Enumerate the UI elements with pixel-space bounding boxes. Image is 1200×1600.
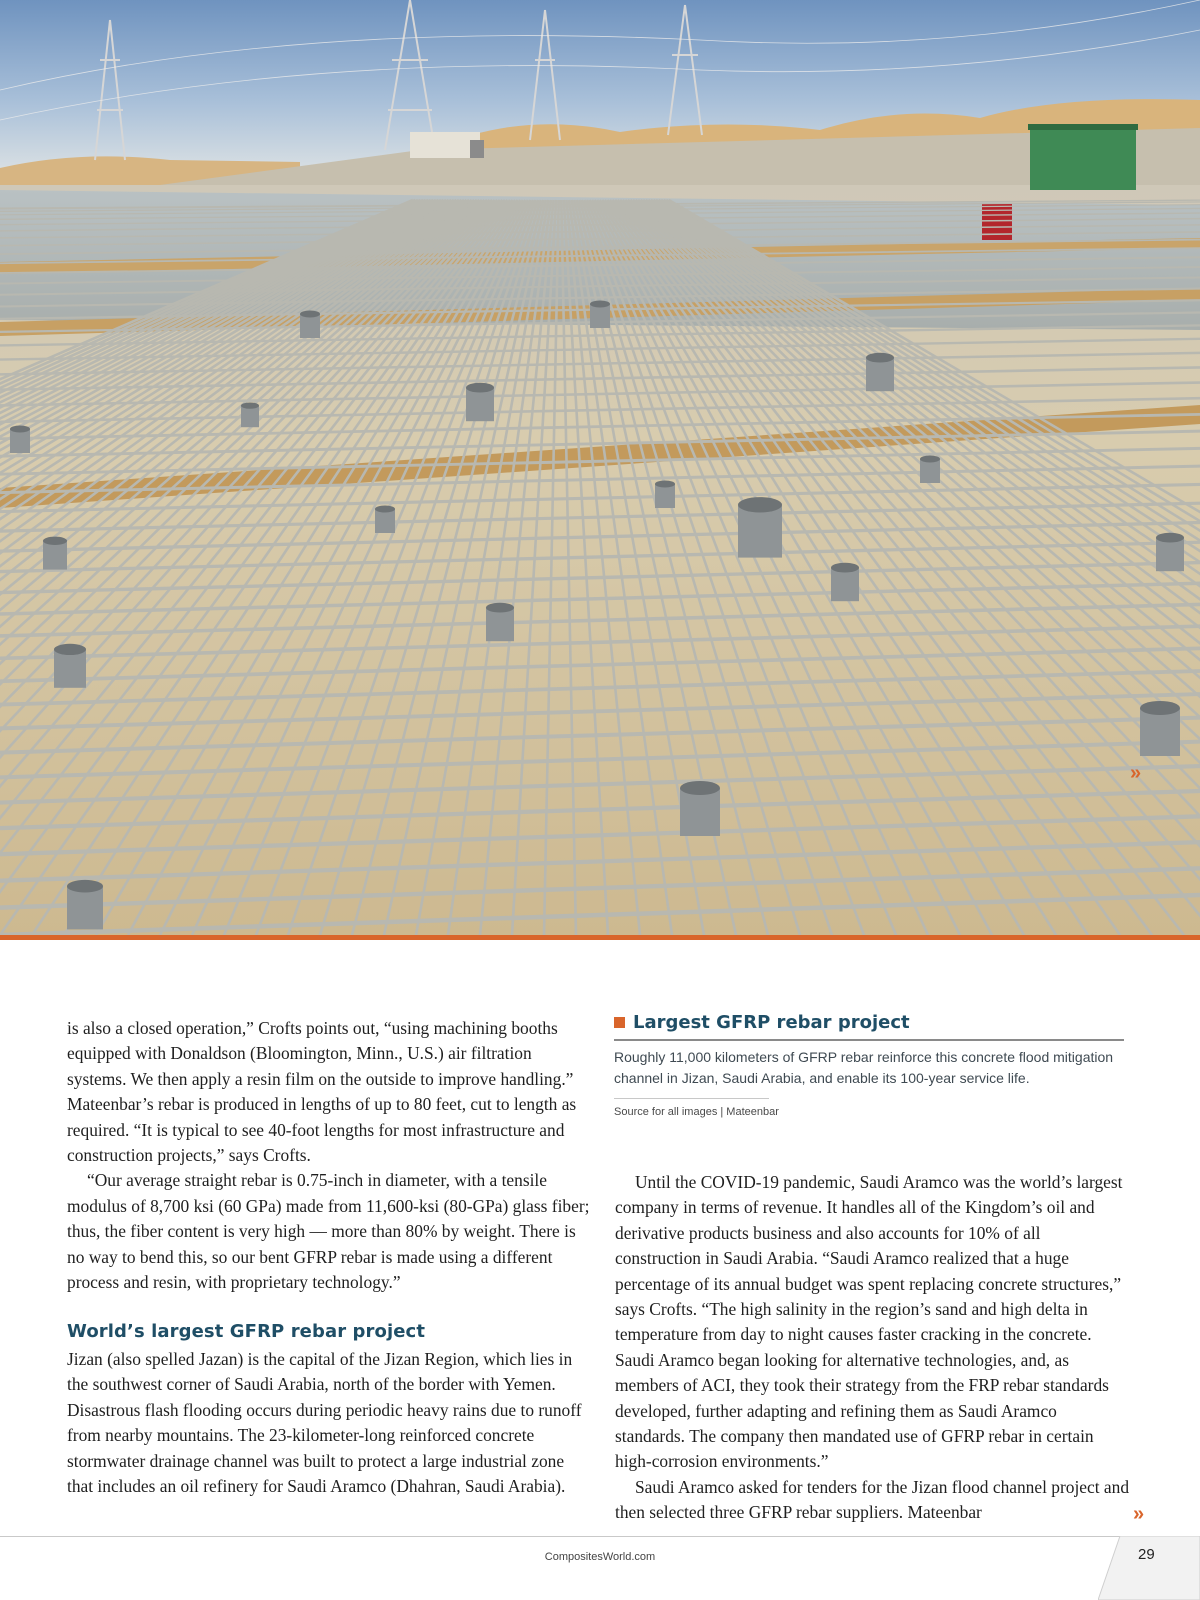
pipe-stub-top [738, 497, 782, 512]
pipe-stub-top [1156, 533, 1184, 543]
pipe-stub-top [866, 353, 894, 363]
pipe-stub [1140, 708, 1180, 756]
body-paragraph: Saudi Aramco asked for tenders for the Jizan flood channel project and then selected three GFRP rebar suppliers. Mateenbar [615, 1476, 1130, 1523]
pipe-stub [300, 314, 320, 338]
pipe-stub [375, 509, 395, 533]
caption-line: channel in Jizan, Saudi Arabia, and enable its 100-year service life. [614, 1070, 1030, 1086]
pipe-stub-top [655, 481, 675, 488]
caption-title-row [614, 1012, 1124, 1041]
photo-bottom-rule [0, 935, 1200, 940]
pipe-stub-top [920, 456, 940, 463]
pipe-stub [866, 358, 894, 392]
pipe-stub [920, 459, 940, 483]
pipe-stub [486, 608, 514, 642]
pipe-stub [43, 541, 67, 570]
caption-line: Roughly 11,000 kilometers of GFRP rebar reinforce this concrete flood mitigation [614, 1049, 1114, 1065]
pipe-stub-top [54, 644, 86, 655]
photo-caption [614, 1012, 1124, 1118]
pipe-stub-top [486, 603, 514, 613]
pipe-stub [831, 568, 859, 602]
pipe-stub [680, 788, 720, 836]
pipe-stub-top [375, 506, 395, 513]
pipe-stub [1156, 538, 1184, 572]
page-number: 29 [1138, 1546, 1155, 1563]
pipe-stub [10, 429, 30, 453]
orange-square-icon [614, 1017, 625, 1028]
pipe-stub [738, 505, 782, 558]
pipe-stub-top [300, 311, 320, 318]
pipe-stub-top [680, 781, 720, 795]
pipe-stub-top [43, 537, 67, 545]
pipe-stub-top [831, 563, 859, 573]
pipe-stub-top [590, 301, 610, 308]
continue-arrow[interactable]: » [1133, 1503, 1145, 1525]
right-column [615, 1170, 1130, 1526]
pipe-stub [655, 484, 675, 508]
image-source-credit: Source for all images | Mateenbar [614, 1106, 779, 1118]
pipe-stub [54, 649, 86, 687]
caption-title: Largest GFRP rebar project [633, 1012, 910, 1033]
left-column [67, 1016, 592, 1499]
pipe-stub-top [10, 426, 30, 433]
pipe-stub [241, 406, 259, 428]
body-paragraph: Jizan (also spelled Jazan) is the capital of the Jizan Region, which lies in the southwest corner of Saudi Arabia, north of the border with Yemen. Disastrous flash flooding occurs during periodic heavy rains due to runoff from nearby mountains. The 23-kilometer-long reinforced concrete stormwater drainage channel was built to protect a large industrial zone that includes an oil refinery for Saudi Aramco (Dhahran, Saudi Arabia). [67, 1348, 582, 1496]
body-paragraph: “Our average straight rebar is 0.75-inch in diameter, with a tensile modulus of 8,700 ksi (60 GPa) made from 11,600-ksi (80-GPa) glass fiber; thus, the fiber content is very high — more than 80% by weight. There is no way to bend this, so our bent GFRP rebar is made using a different process and resin, with proprietary technology.” [67, 1170, 590, 1293]
pipe-stub [67, 886, 103, 929]
pipe-stub [466, 388, 494, 422]
body-paragraph: Until the COVID-19 pandemic, Saudi Aramco was the world’s largest company in terms of revenue. It handles all of the Kingdom’s oil and derivative products business and also accounts for 10% of all construction in Saudi Arabia. “Saudi Aramco realized that a huge percentage of its annual budget was spent replacing concrete structures,” says Crofts. “The high salinity in the region’s sand and high delta in temperature from day to night causes faster cracking in the concrete. Saudi Aramco began looking for alternative technologies, and, as members of ACI, they took their strategy from the FRP rebar standards developed, further adapting and refining them as Saudi Aramco standards. The company then mandated use of GFRP rebar in certain high-corrosion environments.” [615, 1172, 1123, 1472]
caption-divider [614, 1098, 769, 1099]
body-paragraph: is also a closed operation,” Crofts points out, “using machining booths equipped with Donaldson (Bloomington, Minn., U.S.) air filtration systems. We then apply a resin film on the outside to improve handling.” Mateenbar’s rebar is produced in lengths of up to 80 feet, cut to length as required. “It is typical to see 40-foot lengths for most infrastructure and construction projects,” says Crofts. [67, 1018, 577, 1166]
photo-continue-arrow: » [1130, 762, 1142, 784]
pipe-stub [590, 304, 610, 328]
pipe-stub-top [67, 880, 103, 893]
footer-divider [0, 1536, 1200, 1537]
footer-website[interactable]: CompositesWorld.com [544, 1551, 656, 1563]
caption-text [614, 1047, 1124, 1094]
pipe-stub-top [241, 402, 259, 408]
section-subhead: World’s largest GFRP rebar project [67, 1321, 426, 1343]
pipe-stub-top [466, 383, 494, 393]
pipe-stub-top [1140, 701, 1180, 715]
